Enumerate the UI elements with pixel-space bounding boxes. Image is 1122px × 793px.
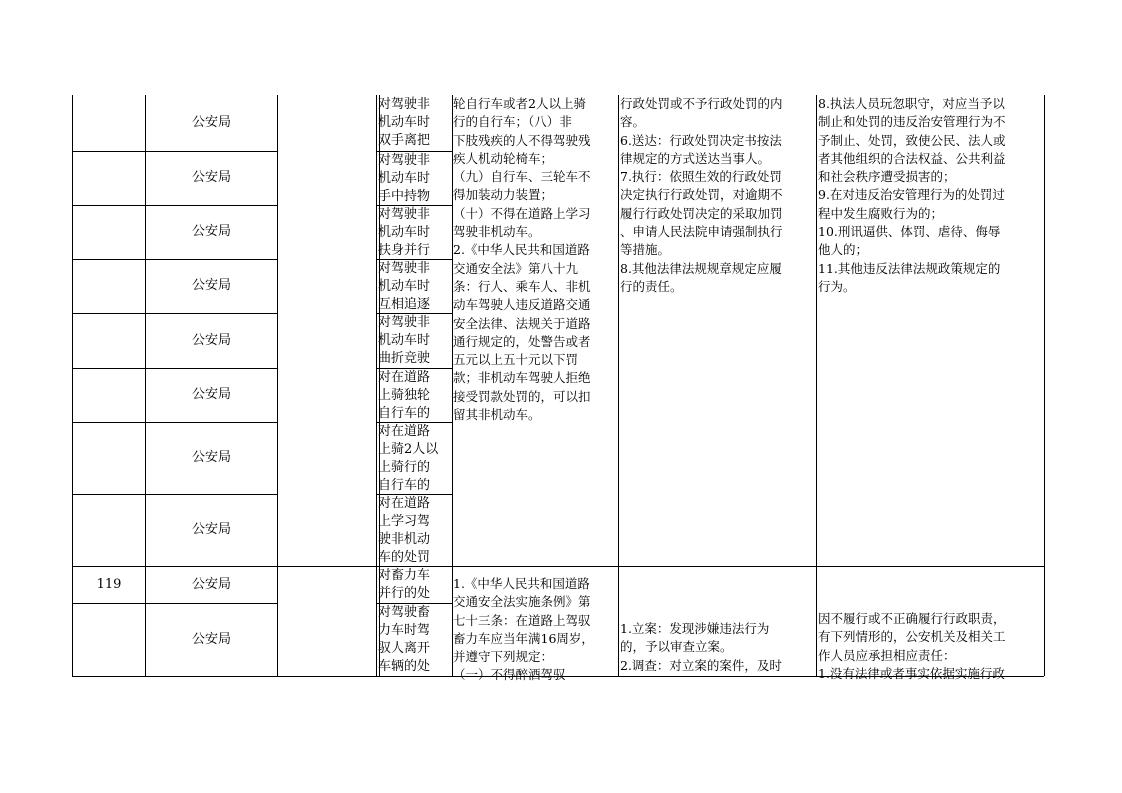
text-line: 行政处罚或不予行政处罚的内 xyxy=(620,96,783,111)
row-number xyxy=(73,603,145,676)
text-line: 律规定的方式送达当事人。 xyxy=(620,150,771,166)
legal-basis-text-lower xyxy=(453,575,617,683)
text-line: （十）不得在道路上学习 xyxy=(453,205,591,221)
item-name-cell xyxy=(378,152,450,205)
department-cell: 公安局 xyxy=(191,332,231,348)
item-name-line: 对驾驶畜 xyxy=(378,605,431,620)
item-name-line: 对在道路 xyxy=(378,424,431,439)
row-number xyxy=(73,422,145,494)
col-divider xyxy=(816,95,817,676)
item-name-line: 并行的处 xyxy=(378,586,431,601)
item-name-cell xyxy=(378,567,450,603)
text-line: 9.在对违反治安管理行为的处罚过 xyxy=(818,187,1005,203)
item-name-line: 自行车的 xyxy=(378,406,431,421)
legal-basis-text-upper xyxy=(453,95,617,423)
text-line: 和社会秩序遭受损害的； xyxy=(818,169,956,185)
item-name-line: 驶非机动 xyxy=(378,532,431,547)
text-line: 五元以上五十元以下罚 xyxy=(453,352,579,368)
text-line: 的，予以审查立案。 xyxy=(620,639,733,655)
item-name-line: 力车时驾 xyxy=(378,623,431,638)
text-line: 1.立案：发现涉嫌违法行为 xyxy=(620,621,770,636)
text-line: 制止和处罚的违反治安管理行为不 xyxy=(818,114,1006,130)
text-line: 并遵守下列规定： xyxy=(453,649,554,665)
item-name-cell xyxy=(378,206,450,259)
item-name-line: 互相追逐 xyxy=(378,297,431,312)
department-cell: 公安局 xyxy=(191,224,231,239)
department-cell: 公安局 xyxy=(191,278,231,293)
department-cell: 公安局 xyxy=(191,450,231,465)
item-name-line: 机动车时 xyxy=(378,333,431,348)
item-name-line: 对驾驶非 xyxy=(378,315,431,330)
text-line: 1.《中华人民共和国道路 xyxy=(453,576,590,591)
text-line: 疾人机动轮椅车； xyxy=(453,150,554,166)
text-line: 留其非机动车。 xyxy=(453,407,541,423)
text-line: 交通安全法实施条例》第 xyxy=(453,594,591,610)
text-line: 6.送达：行政处罚决定书按法 xyxy=(620,132,782,148)
text-line: 因不履行或不正确履行行政职责， xyxy=(818,611,1006,626)
text-line: 下肢残疾的人不得驾驶残 xyxy=(453,132,591,148)
text-line: 七十三条：在道路上驾驭 xyxy=(453,612,591,628)
text-line: 通行规定的，处警告或者 xyxy=(453,333,591,349)
text-line: 行的自行车；（八）非 xyxy=(453,114,572,130)
item-name-cell xyxy=(378,314,450,368)
item-name-line: 机动车时 xyxy=(378,171,431,186)
row-number xyxy=(73,95,145,151)
item-name-cell xyxy=(378,369,450,422)
text-line: 1.没有法律或者事实依据实施行政 xyxy=(818,665,1005,681)
text-line: 8.其他法律法规规章规定应履 xyxy=(620,260,782,276)
item-name-line: 机动车时 xyxy=(378,225,431,240)
text-line: 、申请人民法院申请强制执行 xyxy=(620,224,783,240)
item-name-line: 对畜力车 xyxy=(378,568,431,583)
item-name-cell xyxy=(378,604,450,676)
item-name-cell xyxy=(378,423,450,494)
text-line: 容。 xyxy=(620,114,646,130)
border-right xyxy=(1044,95,1045,676)
row-number xyxy=(73,494,145,566)
item-name-line: 上骑2人以 xyxy=(378,442,439,457)
text-line: 履行行政处罚决定的采取加罚 xyxy=(620,205,783,221)
item-name-line: 对在道路 xyxy=(378,496,431,511)
department-cell: 公安局 xyxy=(191,522,231,537)
item-name-line: 双手离把 xyxy=(378,133,431,148)
text-line: 行的责任。 xyxy=(620,278,683,294)
item-name-line: 上学习驾 xyxy=(378,514,431,529)
text-line: 轮自行车或者2人以上骑 xyxy=(453,96,586,111)
department-cell: 公安局 xyxy=(191,631,231,647)
text-line: （一）不得醉酒驾驭 xyxy=(453,667,566,683)
item-name-line: 车的处罚 xyxy=(378,550,431,565)
row-number xyxy=(73,259,145,313)
item-name-line: 扶身并行 xyxy=(378,243,431,258)
item-name-line: 自行车的 xyxy=(378,478,431,493)
text-line: 者其他组织的合法权益、公共利益 xyxy=(818,150,1006,166)
row-number xyxy=(73,368,145,422)
text-line: 条：行人、乘车人、非机 xyxy=(453,278,591,294)
department-cell: 公安局 xyxy=(191,576,231,592)
item-name-line: 对驾驶非 xyxy=(378,97,431,112)
text-line: 行为。 xyxy=(818,278,856,294)
row-number xyxy=(73,313,145,368)
item-name-line: 手中持物 xyxy=(378,189,431,204)
duty-text-upper xyxy=(818,95,1044,295)
text-line: 有下列情形的，公安机关及相关工 xyxy=(818,629,1006,645)
text-line: 畜力车应当年满16周岁， xyxy=(453,630,594,646)
item-name-line: 对驾驶非 xyxy=(378,261,431,276)
department-cell: 公安局 xyxy=(191,115,231,130)
item-name-line: 机动车时 xyxy=(378,279,431,294)
process-text-lower xyxy=(620,620,814,676)
duty-text-lower xyxy=(818,610,1044,681)
text-line: 程中发生腐败行为的； xyxy=(818,205,944,221)
text-line: （九）自行车、三轮车不 xyxy=(453,169,591,185)
process-text-upper xyxy=(620,95,814,295)
text-line: 作人员应承担相应责任： xyxy=(818,647,956,663)
text-line: 决定执行行政处罚，对逾期不 xyxy=(620,187,783,203)
item-name-cell xyxy=(378,96,450,151)
row-number xyxy=(73,205,145,259)
text-line: 2.《中华人民共和国道路 xyxy=(453,242,590,258)
item-name-cell xyxy=(378,260,450,313)
item-name-line: 车辆的处 xyxy=(378,659,431,674)
item-name-line: 驭人离开 xyxy=(378,641,431,656)
text-line: 7.执行：依照生效的行政处罚 xyxy=(620,169,782,185)
text-line: 接受罚款处罚的，可以扣 xyxy=(453,388,591,404)
text-line: 2.调查：对立案的案件，及时 xyxy=(620,657,782,673)
col-divider xyxy=(277,95,278,676)
text-line: 得加装动力装置； xyxy=(453,187,554,203)
text-line: 动车驾驶人违反道路交通 xyxy=(453,297,591,313)
text-line: 11.其他违反法律法规政策规定的 xyxy=(818,260,1001,276)
text-line: 交通安全法》第八十九 xyxy=(453,260,579,276)
row-number: 119 xyxy=(96,576,122,592)
department-cell: 公安局 xyxy=(191,387,231,402)
col-divider xyxy=(376,95,377,676)
text-line: 10.刑讯逼供、体罚、虐待、侮辱 xyxy=(818,224,1001,240)
item-name-line: 上骑行的 xyxy=(378,460,431,475)
department-cell: 公安局 xyxy=(191,170,231,185)
item-name-line: 对驾驶非 xyxy=(378,153,431,168)
text-line: 予制止、处罚，致使公民、法人或 xyxy=(818,132,1006,148)
item-name-line: 上骑独轮 xyxy=(378,388,431,403)
text-line: 他人的； xyxy=(818,242,869,258)
item-name-line: 对在道路 xyxy=(378,370,431,385)
item-name-line: 对驾驶非 xyxy=(378,207,431,222)
text-line: 8.执法人员玩忽职守，对应当予以 xyxy=(818,96,1005,111)
item-name-cell xyxy=(378,495,450,566)
item-name-line: 曲折竞驶 xyxy=(378,351,431,366)
text-line: 驾驶非机动车。 xyxy=(453,224,541,240)
text-line: 安全法律、法规关于道路 xyxy=(453,315,591,331)
row-number xyxy=(73,151,145,205)
item-name-line: 机动车时 xyxy=(378,115,431,130)
text-line: 等措施。 xyxy=(620,242,671,258)
text-line: 款；非机动车驾驶人拒绝 xyxy=(453,370,591,386)
col-divider xyxy=(618,95,619,676)
